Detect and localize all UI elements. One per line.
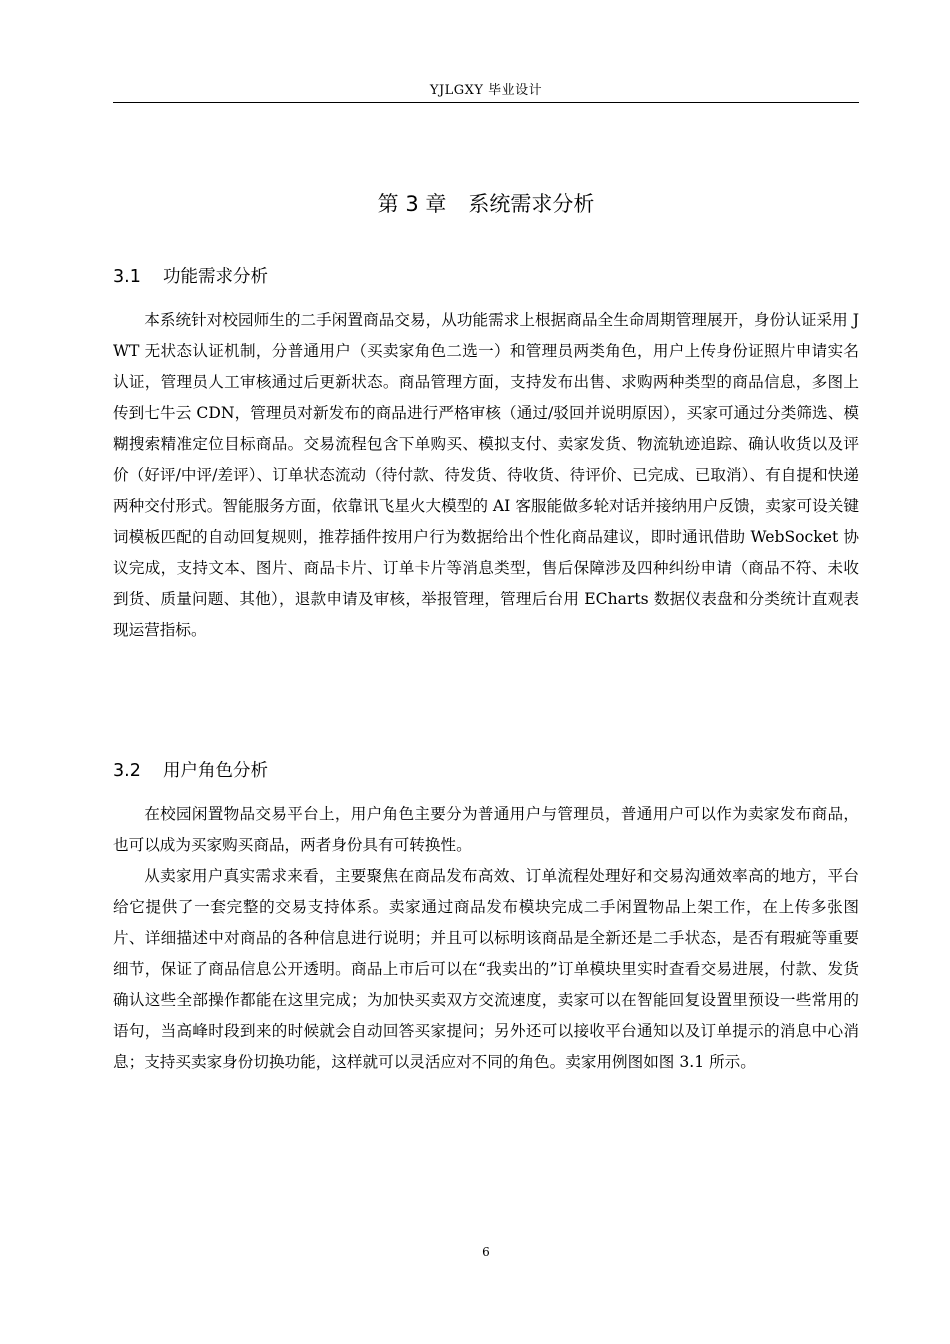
body-paragraph: 在校园闲置物品交易平台上，用户角色主要分为普通用户与管理员，普通用户可以作为卖家发布商品，也可以成为买家购买商品，两者身份具有可转换性。 [113,805,859,854]
body-paragraph: 从卖家用户真实需求来看，主要聚焦在商品发布高效、订单流程处理好和交易沟通效率高的地方，平台给它提供了一套完整的交易支持体系。卖家通过商品发布模块完成二手闲置物品上架工作，在上传多张图片、详细描述中对商品的各种信息进行说明；并且可以标明该商品是全新还是二手状态，是否有瑕疵等重要细节，保证了商品信息公开透明。商品上市后可以在“我卖出的”订单模块里实时查看交易进展，付款、发货确认这些全部操作都能在这里完成；为加快买卖双方交流速度，卖家可以在智能回复设置里预设一些常用的语句，当高峰时段到来的时候就会自动回答买家提问；另外还可以接收平台通知以及订单提示的消息中心消息；支持买卖家身份切换功能，这样就可以灵活应对不同的角色。卖家用例图如图 3.1 所示。 [113,867,859,1071]
section-title: 用户角色分析 [163,761,268,781]
body-paragraph: 本系统针对校园师生的二手闲置商品交易，从功能需求上根据商品全生命周期管理展开，身份认证采用 JWT 无状态认证机制，分普通用户（买卖家角色二选一）和管理员两类角色，用户上传身份证照片申请实名认证，管理员人工审核通过后更新状态。商品管理方面，支持发布出售、求购两种类型的商品信息，多图上传到七牛云 CDN，管理员对新发布的商品进行严格审核（通过/驳回并说明原因），买家可通过分类筛选、模糊搜索精准定位目标商品。交易流程包含下单购买、模拟支付、卖家发货、物流轨迹追踪、确认收货以及评价（好评/中评/差评）、订单状态流动（待付款、待发货、待收货、待评价、已完成、已取消）、有自提和快递两种交付形式。智能服务方面，依靠讯飞星火大模型的 AI 客服能做多轮对话并接纳用户反馈，卖家可设关键词模板匹配的自动回复规则，推荐插件按用户行为数据给出个性化商品建议，即时通讯借助 WebSocket 协议完成，支持文本、图片、商品卡片、订单卡片等消息类型，售后保障涉及四种纠纷申请（商品不符、未收到货、质量问题、其他），退款申请及审核，举报管理，管理后台用 ECharts 数据仪表盘和分类统计直观表现运营指标。 [113,311,859,639]
running-header: YJLGXY 毕业设计 [429,83,543,98]
section-heading-3-1 [113,263,859,291]
chapter-number: 第 3 章 [377,192,447,216]
section-title: 功能需求分析 [163,267,268,287]
header-rule [113,102,859,103]
page-number: 6 [482,1245,490,1259]
section-number: 3.1 [113,267,141,287]
chapter-title-text: 系统需求分析 [468,192,595,216]
section-number: 3.2 [113,761,141,781]
chapter-title [113,188,859,220]
section-heading-3-2 [113,757,859,785]
